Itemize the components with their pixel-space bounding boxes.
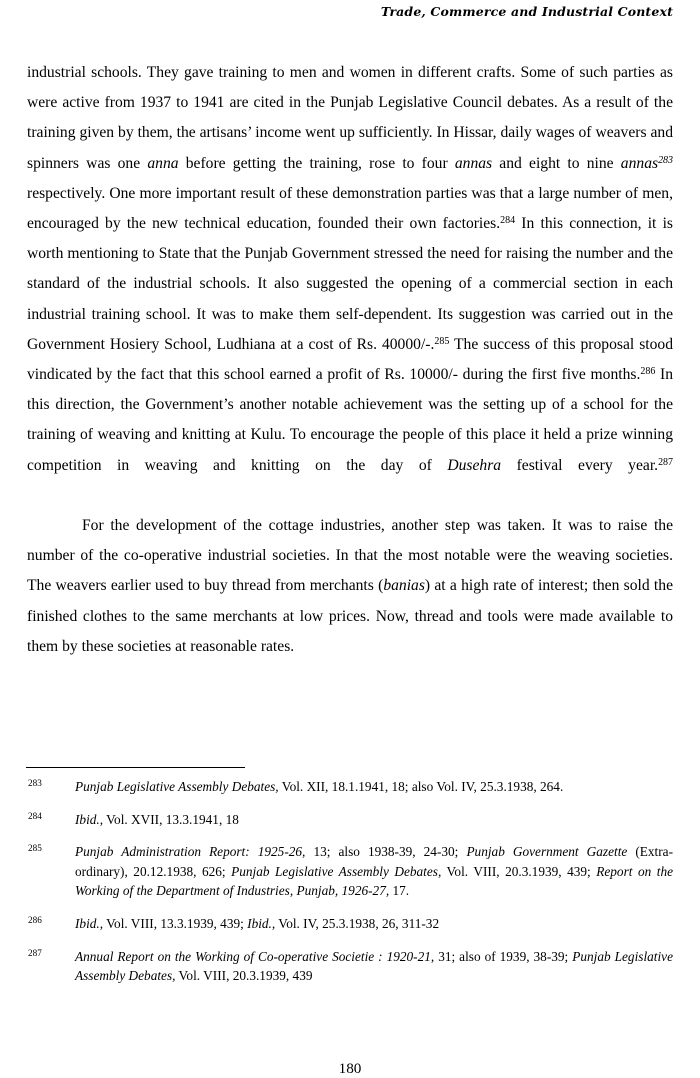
paragraph-2 xyxy=(27,511,673,662)
footnote-286-text-2: Vol. IV, 25.3.1938, 26, 311-32 xyxy=(275,915,440,931)
paragraph-1-text-7: In this direction, the Government’s another notable achievement was the setting up of a school for the training of weaving and knitting at Kulu. To encourage the people of this place it held a prize winning competition in weaving and knitting on the day of xyxy=(27,366,673,474)
footnote-body-285 xyxy=(75,842,673,901)
paragraph-2-italic-banias: banias xyxy=(383,577,425,595)
footnote-283-text-1: Vol. XII, 18.1.1941, 18; also Vol. IV, 25.3.1938, 264. xyxy=(278,779,564,794)
footnote-number-287: 287 xyxy=(28,947,42,958)
footnote-287-text-2: Vol. VIII, 20.3.1939, 439 xyxy=(175,968,313,984)
paragraph-2-text-1: For the development of the cottage industries, another step was taken. It was to raise the number of the co-operative industrial societies. In that the most notable were the weaving societies. The weavers earlier used to buy thread from merchants ( xyxy=(27,517,673,595)
page-number: 180 xyxy=(338,1060,362,1077)
paragraph-1-italic-annas-1: annas xyxy=(454,154,493,172)
paragraph-1-italic-annas-2: annas xyxy=(620,154,659,172)
footnote-287-text-1: 31; also of 1939, 38-39; xyxy=(434,948,573,964)
footnote-number-284: 284 xyxy=(28,810,42,821)
footnote-number-283: 283 xyxy=(28,778,42,788)
paragraph-1-text-1: industrial schools. They gave training to men and women in different crafts. Some of such parties as were active from 1937 to 1941 are cited in the Punjab Legislative Council debates. As a result of the training given by them, the artisans’ income went up sufficiently. In Hissar, daily wages of weavers and spinners was one xyxy=(27,64,673,172)
footnote-body-287 xyxy=(75,947,673,986)
running-header: Trade, Commerce and Industrial Context xyxy=(380,4,673,19)
footnote-284-text-1: Vol. XVII, 13.3.1941, 18 xyxy=(103,811,239,827)
paragraph-1-italic-anna: anna xyxy=(147,154,179,172)
footnote-286 xyxy=(27,914,673,934)
footnote-285-italic-3: Punjab Legislative Assembly Debates, xyxy=(231,863,442,879)
paragraph-1-text-3: and eight to nine xyxy=(492,154,621,172)
footnote-287-italic-2: Punjab Legislative Assembly Debates, xyxy=(75,948,673,984)
footnote-283-italic-1: Punjab Legislative Assembly Debates, xyxy=(75,779,279,794)
footnote-286-italic-2: Ibid., xyxy=(247,915,276,931)
footnote-287 xyxy=(27,947,673,986)
paragraph-1-text-5: In this connection, it is worth mentioning to State that the Punjab Government stressed the need for raising the number and the standard of the industrial schools. It also suggested the opening of a commercial section in each industrial training school. It was to make them self-dependent. Its suggestion was carried out in the Government Hosiery School, Ludhiana at a cost of Rs. 40000/-. xyxy=(27,215,673,353)
paragraph-1-text-2: before getting the training, rose to four xyxy=(178,154,455,172)
footnote-number-285: 285 xyxy=(28,843,42,854)
footnote-285-italic-2: Punjab Government Gazette xyxy=(466,844,628,860)
paragraph-1-italic-dusehra: Dusehra xyxy=(447,456,502,474)
footnote-ref-283[interactable]: 283 xyxy=(658,154,674,166)
footnote-285 xyxy=(27,842,673,901)
footnote-list xyxy=(27,777,673,986)
paragraph-1-text-6: The success of this proposal stood vindicated by the fact that this school earned a profit of Rs. 10000/- during the first five months. xyxy=(27,335,673,384)
footnote-283 xyxy=(27,777,673,797)
footnote-287-italic-1: Annual Report on the Working of Co-operative Societie : 1920-21, xyxy=(75,948,435,964)
footnote-body-286 xyxy=(75,914,673,934)
footnote-ref-286[interactable]: 286 xyxy=(640,366,656,378)
footnote-286-text-1: Vol. VIII, 13.3.1939, 439; xyxy=(103,915,248,931)
footnote-ref-287[interactable]: 287 xyxy=(658,456,674,468)
paragraph-1-text-8: festival every year. xyxy=(501,456,659,474)
footnote-separator-rule xyxy=(26,767,245,768)
footnote-number-286: 286 xyxy=(28,914,42,925)
footnote-285-text-4: 17. xyxy=(389,883,410,899)
footnote-body-283 xyxy=(75,777,673,797)
footnote-285-italic-1: Punjab Administration Report: 1925-26, xyxy=(75,844,306,860)
footnote-284-italic-1: Ibid., xyxy=(75,811,104,827)
paragraph-1 xyxy=(27,58,673,511)
footnote-285-text-1: 13; also 1938-39, 24-30; xyxy=(305,844,467,860)
body-text-block xyxy=(27,58,673,662)
paragraph-1-text-4: respectively. One more important result of these demonstration parties was that a large number of men, encouraged by the new technical education, founded their own factories. xyxy=(27,184,673,233)
footnote-285-italic-4: Report on the Working of the Department of Industries, Punjab, 1926-27, xyxy=(75,863,673,899)
footnote-285-text-3: Vol. VIII, 20.3.1939, 439; xyxy=(441,863,597,879)
footnote-ref-284[interactable]: 284 xyxy=(500,215,516,227)
footnote-body-284 xyxy=(75,810,673,830)
footnote-285-text-2: (Extra-ordinary), 20.12.1938, 626; xyxy=(75,844,674,879)
footnote-ref-285[interactable]: 285 xyxy=(434,336,450,348)
footnote-286-italic-1: Ibid., xyxy=(75,915,104,931)
paragraph-2-text-2: ) at a high rate of interest; then sold the finished clothes to the same merchants at low prices. Now, thread and tools were made available to them by these societies at reasonable rates. xyxy=(27,577,673,655)
footnote-284 xyxy=(27,810,673,830)
